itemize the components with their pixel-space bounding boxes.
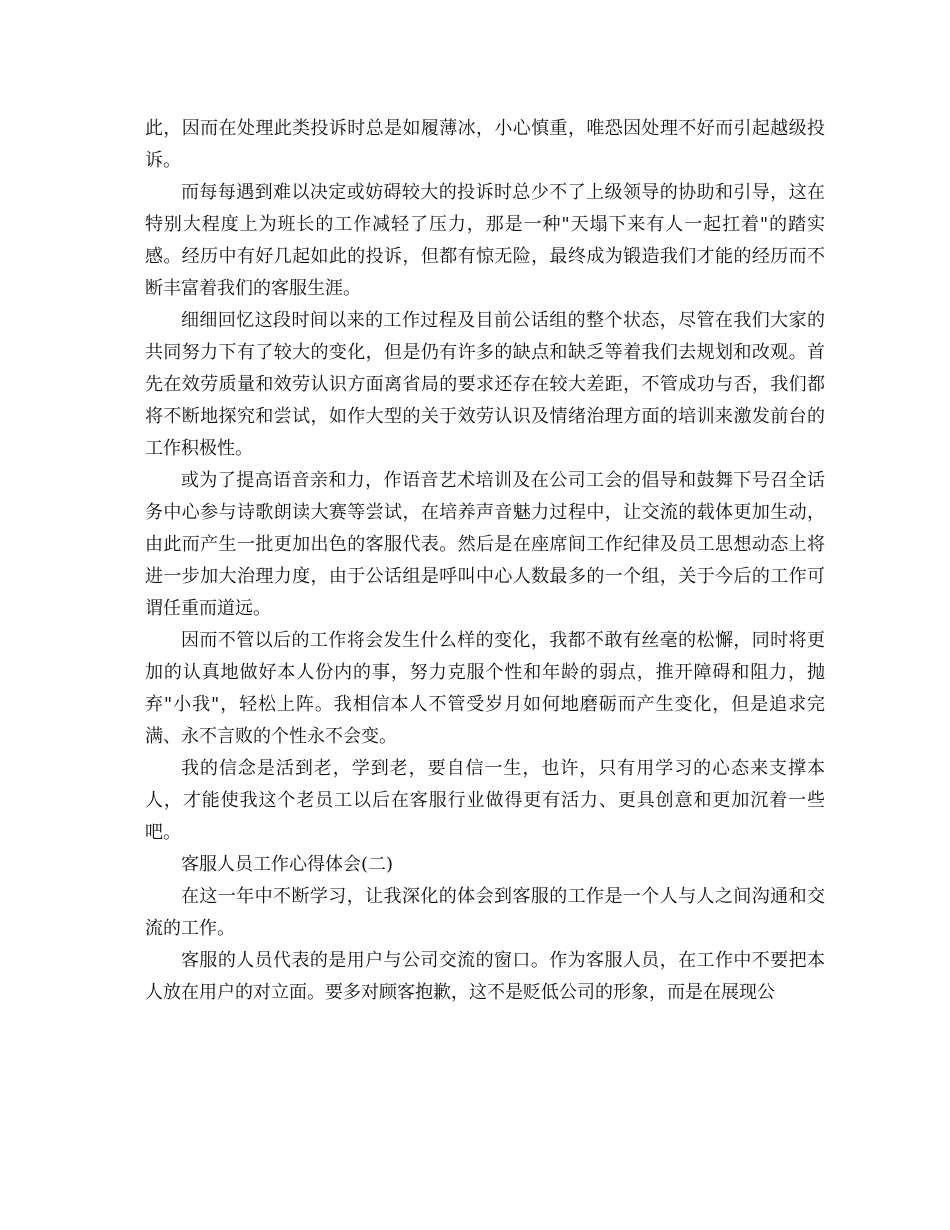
- paragraph: 在这一年中不断学习，让我深化的体会到客服的工作是一个人与人之间沟通和交流的工作。: [145, 886, 825, 939]
- paragraph: 而每每遇到难以决定或妨碍较大的投诉时总少不了上级领导的协助和引导，这在特别大程度上为班长的工作减轻了压力，那是一种"天塌下来有人一起扛着"的踏实感。经历中有好几起如此的投诉，但都有惊无险，最终成为锻造我们才能的经历而不断丰富着我们的客服生涯。: [145, 182, 825, 299]
- paragraph: 我的信念是活到老，学到老，要自信一生，也许，只有用学习的心态来支撑本人，才能使我这个老员工以后在客服行业做得更有活力、更具创意和更加沉着一些吧。: [145, 758, 825, 843]
- paragraph-continuation: 此，因而在处理此类投诉时总是如履薄冰，小心慎重，唯恐因处理不好而引起越级投诉。: [145, 118, 825, 171]
- paragraph: 或为了提高语音亲和力，作语音艺术培训及在公司工会的倡导和鼓舞下号召全话务中心参与诗歌朗读大赛等尝试，在培养声音魅力过程中，让交流的载体更加生动，由此而产生一批更加出色的客服代表。然后是在座席间工作纪律及员工思想动态上将进一步加大治理力度，由于公话组是呼叫中心人数最多的一个组，关于今后的工作可谓任重而道远。: [145, 470, 825, 619]
- paragraph: 因而不管以后的工作将会发生什么样的变化，我都不敢有丝毫的松懈，同时将更加的认真地做好本人份内的事，努力克服个性和年龄的弱点，推开障碍和阻力，抛弃"小我"，轻松上阵。我相信本人不管受岁月如何地磨砺而产生变化，但是追求完满、永不言败的个性永不会变。: [145, 630, 825, 747]
- document-body: [145, 113, 825, 1009]
- paragraph: 细细回忆这段时间以来的工作过程及目前公话组的整个状态，尽管在我们大家的共同努力下有了较大的变化，但是仍有许多的缺点和缺乏等着我们去规划和改观。首先在效劳质量和效劳认识方面离省局的要求还存在较大差距，不管成功与否，我们都将不断地探究和尝试，如作大型的关于效劳认识及情绪治理方面的培训来激发前台的工作积极性。: [145, 310, 825, 459]
- section-heading: 客服人员工作心得体会(二): [181, 854, 394, 875]
- paragraph: 客服的人员代表的是用户与公司交流的窗口。作为客服人员，在工作中不要把本人放在用户的对立面。要多对顾客抱歉，这不是贬低公司的形象，而是在展现公: [145, 950, 825, 1003]
